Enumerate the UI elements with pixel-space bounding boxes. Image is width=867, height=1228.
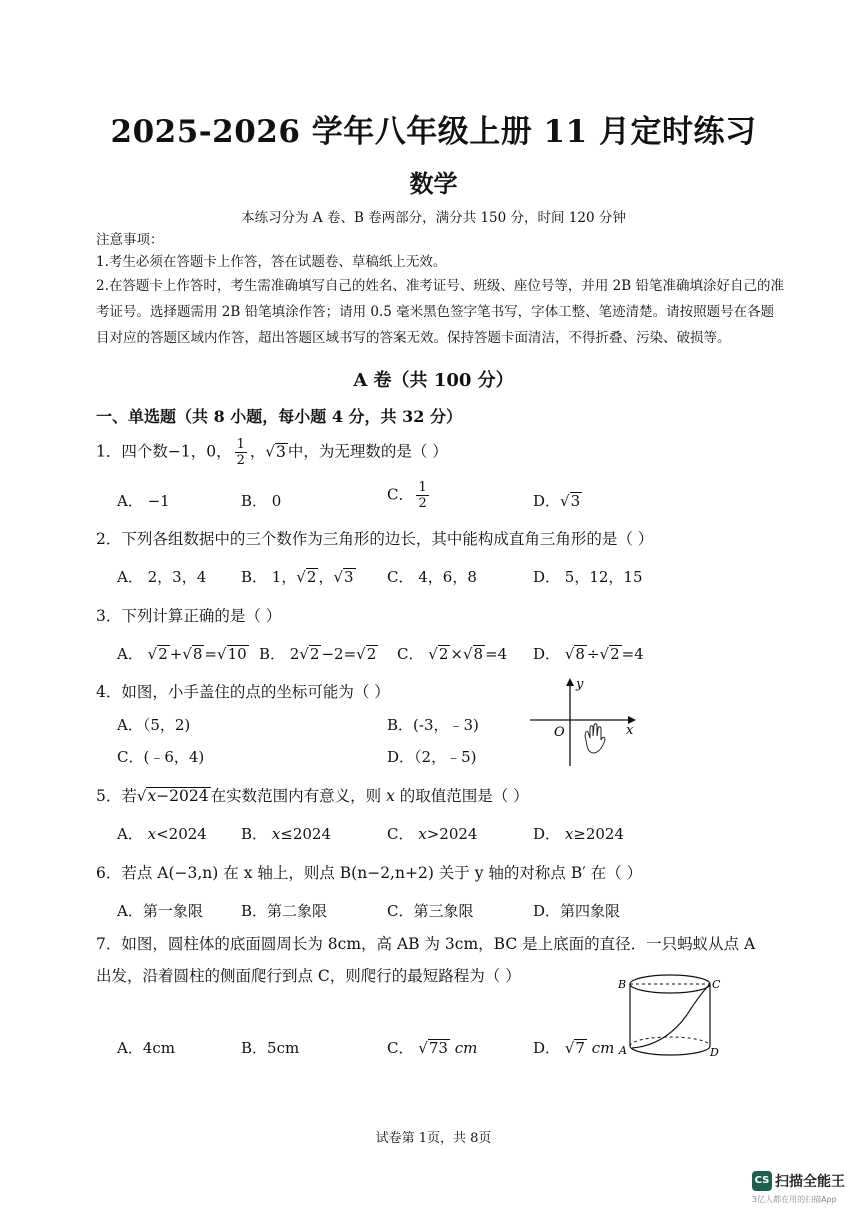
q6-option-a: A．第一象限 xyxy=(117,902,203,920)
point-b-label: B xyxy=(618,978,627,991)
question-6-stem: 6．若点 A(−3,n) 在 x 轴上，则点 B(n−2,n+2) 关于 y 轴的对称点 B′ 在（ ） xyxy=(96,864,643,882)
question-2-stem: 2．下列各组数据中的三个数作为三角形的边长，其中能构成直角三角形的是（ ） xyxy=(96,530,654,548)
q1-option-c: C． $\frac{1}{2}$ xyxy=(387,480,427,511)
q1-option-d: D．√3 xyxy=(533,492,581,510)
q5-option-d: D． x≥2024 xyxy=(533,825,625,843)
section-a-title: A 卷（共 100 分） xyxy=(353,370,514,391)
q4-option-a: A．（5，2) xyxy=(117,716,191,734)
question-1-stem: 1．四个数−1，0， $\frac{1}{2}$ ，√3 中，为无理数的是（ ） xyxy=(96,437,448,468)
coordinate-axes-figure xyxy=(524,674,644,770)
q6-option-d: D．第四象限 xyxy=(533,902,621,920)
q7-option-d: D． √7 cm xyxy=(533,1039,615,1057)
note-item-1: 1.考生必须在答题卡上作答，答在试题卷、草稿纸上无效。 xyxy=(96,254,447,270)
subject-title: 数学 xyxy=(409,169,458,198)
question-3-stem: 3．下列计算正确的是（ ） xyxy=(96,607,282,625)
q6-option-b: B．第二象限 xyxy=(241,902,328,920)
q7-option-a: A．4cm xyxy=(117,1039,176,1057)
q7-option-b: B．5cm xyxy=(241,1039,300,1057)
hand-icon xyxy=(585,724,605,753)
point-d-label: D xyxy=(710,1046,719,1059)
point-c-label: C xyxy=(712,978,721,991)
question-7-line-2: 出发，沿着圆柱的侧面爬行到点 C，则爬行的最短路程为（ ） xyxy=(96,967,521,985)
q4-option-c: C．(﹣6，4) xyxy=(117,748,205,766)
q2-option-c: C． 4，6，8 xyxy=(387,568,477,586)
note-item-2: 2.在答题卡上作答时，考生需准确填写自己的姓名、准考证号、班级、座位号等，并用 2B 铅笔准确填涂好自己的准考证号。选择题需用 2B 铅笔填涂作答；请用 0.5 毫米黑色签字笔书写，字体工整、笔迹清楚。请按照题号在各题目对应的答题区域内作答，超出答题区域书写的答案无效。保持答题卡面清洁，不得折叠、污染、破损等。 xyxy=(96,278,784,346)
cylinder-figure xyxy=(618,970,722,1062)
part-1-title: 一、单选题（共 8 小题，每小题 4 分，共 32 分） xyxy=(96,407,462,426)
point-a-label: A xyxy=(619,1044,627,1057)
q4-option-d: D．（2，﹣5) xyxy=(387,748,477,766)
q7-option-c: C． √73 cm xyxy=(387,1039,478,1057)
q3-option-b: B． 2√2 −2=√2 xyxy=(259,645,377,663)
q2-option-b: B． 1，√2 ，√3 xyxy=(241,568,354,586)
notes-heading: 注意事项： xyxy=(96,232,164,248)
exam-info: 本练习分为 A 卷、B 卷两部分，满分共 150 分，时间 120 分钟 xyxy=(241,210,626,226)
q1-option-a: A． −1 xyxy=(117,492,170,510)
q5-option-c: C． x>2024 xyxy=(387,825,478,843)
q1-option-b: B． 0 xyxy=(241,492,282,510)
scanner-watermark xyxy=(752,1170,845,1205)
question-7-line-1: 7．如图，圆柱体的底面圆周长为 8cm，高 AB 为 3cm，BC 是上底面的直径．一只蚂蚁从点 A xyxy=(96,935,756,953)
q3-option-c: C． √2 ×√8 =4 xyxy=(397,645,508,663)
q3-option-a: A． √2 +√8 =√10 xyxy=(117,645,247,663)
q2-option-a: A． 2，3，4 xyxy=(117,568,207,586)
q2-option-d: D． 5，12，15 xyxy=(533,568,643,586)
q6-option-c: C．第三象限 xyxy=(387,902,474,920)
q4-option-b: B．(-3，﹣3) xyxy=(387,716,479,734)
question-5-stem: 5．若√x−2024 在实数范围内有意义，则 x 的取值范围是（ ） xyxy=(96,787,529,805)
q5-option-a: A． x<2024 xyxy=(117,825,207,843)
origin-label: O xyxy=(554,725,565,740)
page-footer: 试卷第 1页，共 8页 xyxy=(375,1131,492,1146)
q3-option-d: D． √8 ÷√2 =4 xyxy=(533,645,644,663)
axis-x-label: x xyxy=(626,723,634,738)
fraction-one-half: $\frac{1}{2}$ xyxy=(236,437,245,468)
camscanner-logo-icon: CS xyxy=(752,1171,772,1191)
exam-title: 2025-2026 学年八年级上册 11 月定时练习 xyxy=(110,114,757,150)
q5-option-b: B． x≤2024 xyxy=(241,825,332,843)
watermark-subtitle: 3亿人都在用的扫描App xyxy=(752,1194,837,1204)
watermark-name: 扫描全能王 xyxy=(775,1173,845,1190)
axis-y-label: y xyxy=(576,677,584,692)
question-4-stem: 4．如图，小手盖住的点的坐标可能为（ ） xyxy=(96,683,390,701)
